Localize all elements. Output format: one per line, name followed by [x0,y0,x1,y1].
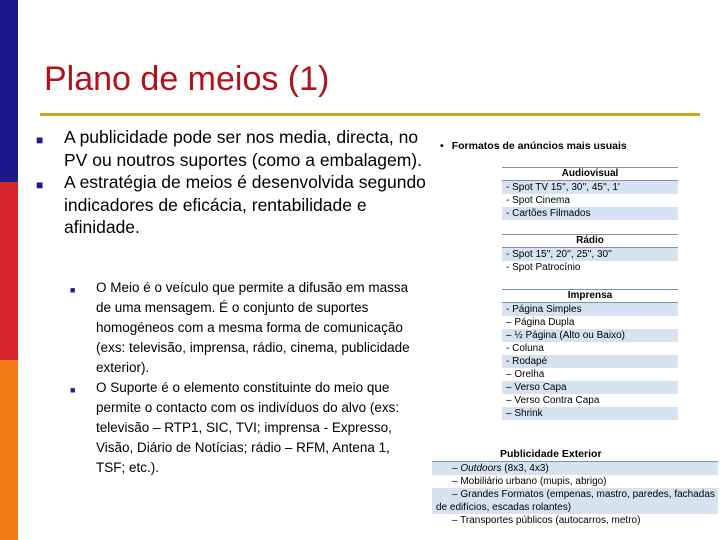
table-row: – Transportes públicos (autocarros, metro) [452,515,641,526]
exterior-title: Publicidade Exterior [500,448,602,460]
main-bullet-list [34,126,434,239]
table-row: – Orelha [506,369,545,380]
exterior-table [432,461,718,527]
left-band-red [0,182,18,360]
table-row: – Verso Capa [502,381,678,394]
square-bullet-icon: ■ [36,133,44,147]
main-bullet-text: A publicidade pode ser nos media, directa, no PV ou noutros suportes (como a embalagem). [64,127,422,170]
table-row: – Página Dupla [506,317,575,328]
sub-bullet [70,278,422,378]
imprensa-table [502,289,678,420]
slide-title: Plano de meios (1) [44,60,330,98]
main-bullet-text: A estratégia de meios é desenvolvida segundo indicadores de eficácia, rentabilidade e afinidade. [64,172,426,237]
audiovisual-table [502,167,678,220]
table-row: - Rodapé [502,355,678,368]
sub-bullet [70,378,422,478]
table-row: - Coluna [506,343,544,354]
radio-table [502,234,678,274]
sub-bullet-list [70,278,422,478]
table-row: - Spot TV 15'', 30'', 45'', 1' [502,181,678,194]
table-row: – Verso Contra Capa [506,395,600,406]
table-row: – Shrink [502,407,678,420]
outdoors-sizes: (8x3, 4x3) [501,463,549,474]
imprensa-title: Imprensa [502,289,678,303]
audiovisual-title: Audiovisual [502,167,678,181]
table-row: – ½ Página (Alto ou Baixo) [502,329,678,342]
table-row [432,462,718,475]
table-row: - Spot 15'', 20'', 25'', 30'' [502,248,678,261]
formats-heading [440,140,627,152]
sub-bullet-text: O Meio é o veículo que permite a difusão em massa de uma mensagem. É o conjunto de suportes homogéneos com a mesma forma de comunicação (exs: televisão, imprensa, rádio, cinema, publicidade exterior). [96,280,410,375]
main-bullet [34,126,434,171]
radio-title: Rádio [502,234,678,248]
outdoors-label: Outdoors [460,463,502,474]
table-row: - Cartões Filmados [502,207,678,220]
main-bullet [34,171,434,239]
table-row: - Spot Patrocínio [506,262,581,273]
left-band-orange [0,360,18,540]
table-row: - Página Simples [502,303,678,316]
square-bullet-icon: ■ [36,178,44,192]
formats-heading-text: Formatos de anúncios mais usuais [451,140,627,152]
table-row: - Spot Cinema [506,195,570,206]
sub-bullet-text: O Suporte é o elemento constituinte do meio que permite o contacto com os indivíduos do alvo (exs: televisão – RTP1, SIC, TVI; imprensa - Expresso, Visão, Diário de Notícias; rádio – RFM, Antena 1, TSF; etc.). [96,380,400,475]
title-underline [40,113,700,116]
square-bullet-icon: ■ [70,285,76,295]
left-band-blue [0,0,18,182]
square-bullet-icon: ■ [70,385,76,395]
table-row: – Mobiliário urbano (mupis, abrigo) [452,476,607,487]
table-row: – Grandes Formatos (empenas, mastro, paredes, fachadas de edifícios, escadas rolantes) [432,488,718,514]
dash: – [452,463,461,474]
dot-bullet-icon: • [440,140,444,152]
